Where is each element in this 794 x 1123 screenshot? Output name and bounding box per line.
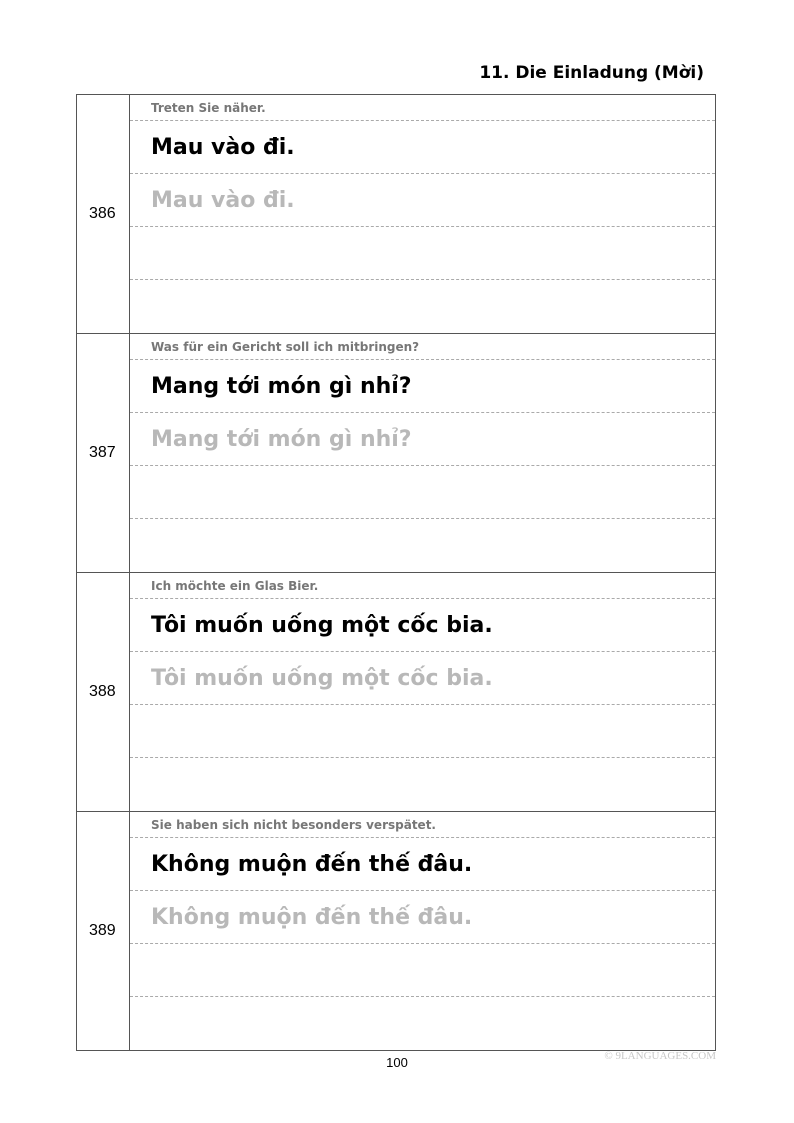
german-prompt: Was für ein Gericht soll ich mitbringen? (130, 334, 715, 360)
blank-writing-line (130, 705, 715, 758)
writing-lines (130, 334, 716, 572)
blank-writing-line (130, 944, 715, 997)
blank-writing-line (130, 466, 715, 519)
german-prompt: Sie haben sich nicht besonders verspätet. (130, 812, 715, 838)
practice-entry (76, 572, 716, 811)
practice-entry (76, 811, 716, 1051)
blank-writing-line (130, 519, 715, 572)
blank-writing-line (130, 227, 715, 280)
vietnamese-phrase: Không muộn đến thế đâu. (130, 838, 715, 891)
tracing-phrase: Tôi muốn uống một cốc bia. (130, 652, 715, 705)
writing-lines (130, 573, 716, 811)
blank-writing-line (130, 280, 715, 333)
tracing-phrase: Mau vào đi. (130, 174, 715, 227)
entry-number: 387 (76, 334, 130, 572)
german-prompt: Ich möchte ein Glas Bier. (130, 573, 715, 599)
entry-number: 386 (76, 95, 130, 333)
practice-entry (76, 333, 716, 572)
practice-worksheet (76, 94, 716, 1051)
german-prompt: Treten Sie näher. (130, 95, 715, 121)
writing-lines (130, 812, 716, 1050)
vietnamese-phrase: Mau vào đi. (130, 121, 715, 174)
page-title: 11. Die Einladung (Mời) (479, 63, 704, 83)
practice-entry (76, 94, 716, 333)
vietnamese-phrase: Tôi muốn uống một cốc bia. (130, 599, 715, 652)
page-number: 100 (386, 1055, 408, 1070)
blank-writing-line (130, 758, 715, 811)
copyright-watermark: © 9LANGUAGES.COM (604, 1050, 716, 1062)
blank-writing-line (130, 997, 715, 1050)
tracing-phrase: Mang tới món gì nhỉ? (130, 413, 715, 466)
entry-number: 388 (76, 573, 130, 811)
entry-number: 389 (76, 812, 130, 1050)
vietnamese-phrase: Mang tới món gì nhỉ? (130, 360, 715, 413)
tracing-phrase: Không muộn đến thế đâu. (130, 891, 715, 944)
writing-lines (130, 95, 716, 333)
